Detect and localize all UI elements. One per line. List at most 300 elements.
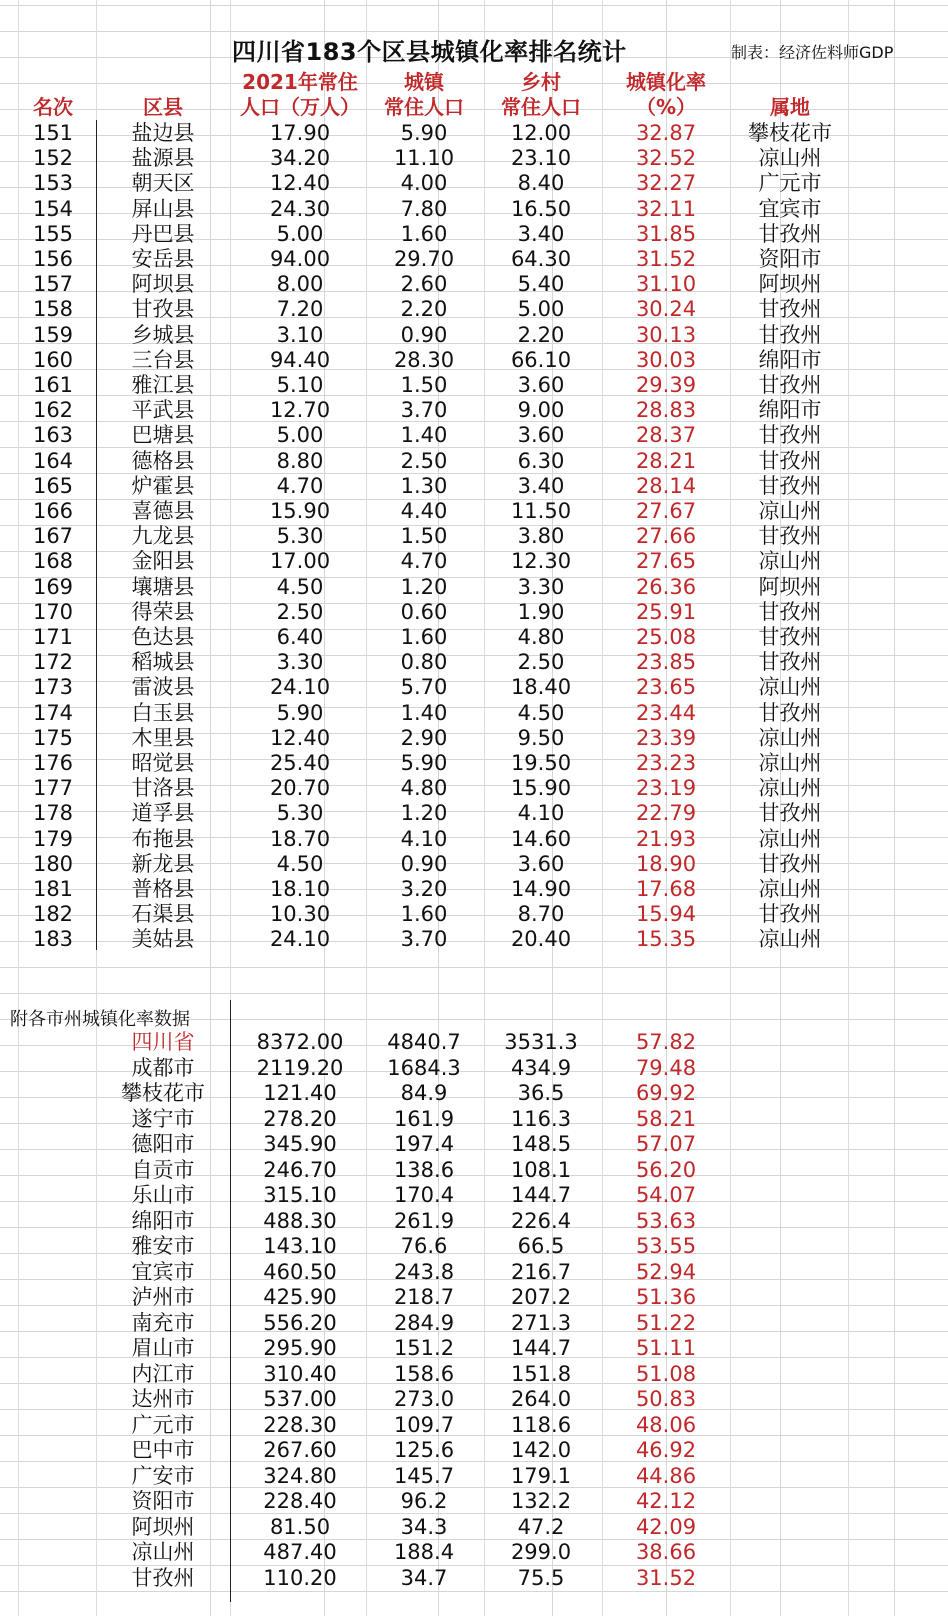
region-cell: 甘孜州 — [758, 524, 822, 549]
city-name-cell: 攀枝花市 — [121, 1081, 205, 1105]
district-cell: 喜德县 — [131, 499, 195, 523]
table-row — [0, 1233, 948, 1259]
urban-population-cell: 158.6 — [393, 1361, 455, 1386]
rank-cell: 172 — [32, 650, 74, 675]
urbanization-rate-cell: 30.24 — [635, 297, 697, 322]
rank-cell: 157 — [32, 272, 74, 297]
rural-population-cell: 66.10 — [510, 347, 572, 372]
population-cell: 12.40 — [269, 171, 331, 196]
urban-population-cell: 1.20 — [400, 574, 448, 599]
rank-cell: 160 — [32, 347, 74, 372]
region-cell: 甘孜州 — [758, 448, 822, 473]
table-row — [0, 145, 948, 171]
region-cell: 凉山州 — [758, 725, 822, 750]
region-cell: 凉山州 — [758, 776, 822, 801]
population-cell: 295.90 — [263, 1336, 337, 1360]
urbanization-rate-cell: 15.94 — [635, 902, 697, 927]
table-row — [0, 574, 948, 600]
rural-population-cell: 179.1 — [510, 1463, 572, 1488]
rural-population-cell: 434.9 — [510, 1055, 572, 1080]
table-row — [0, 221, 948, 247]
rank-cell: 175 — [32, 725, 74, 750]
urban-population-cell: 0.90 — [400, 851, 448, 876]
region-cell: 凉山州 — [758, 927, 822, 952]
rural-population-cell: 116.3 — [510, 1106, 572, 1131]
city-name-cell: 南充市 — [131, 1310, 195, 1335]
urban-population-cell: 1.60 — [400, 902, 448, 927]
table-row — [0, 473, 948, 499]
urbanization-rate-cell: 31.52 — [635, 1565, 697, 1590]
population-cell: 3.30 — [276, 650, 324, 675]
rank-cell: 178 — [32, 801, 74, 826]
population-cell: 24.10 — [269, 675, 331, 700]
table-row — [0, 725, 948, 751]
population-cell: 94.00 — [269, 247, 331, 271]
urbanization-rate-cell: 25.91 — [635, 599, 697, 624]
urban-population-cell: 1.40 — [400, 700, 448, 725]
urbanization-rate-cell: 28.21 — [635, 448, 697, 473]
urban-population-cell: 109.7 — [393, 1412, 455, 1437]
rural-population-cell: 18.40 — [510, 675, 572, 700]
table-row — [0, 1080, 948, 1106]
region-cell: 凉山州 — [758, 146, 822, 171]
rural-population-cell: 36.5 — [517, 1081, 565, 1105]
rural-population-cell: 3.40 — [517, 221, 565, 246]
population-cell: 7.20 — [276, 297, 324, 322]
rural-population-cell: 1.90 — [517, 599, 565, 624]
rural-population-cell: 148.5 — [510, 1132, 572, 1156]
population-cell: 34.20 — [269, 146, 331, 171]
table-row — [0, 599, 948, 625]
rural-population-cell: 15.90 — [510, 776, 572, 801]
urban-population-cell: 2.60 — [400, 272, 448, 297]
header-population-line2: 人口（万人） — [240, 95, 360, 119]
district-cell: 巴塘县 — [131, 423, 195, 448]
urbanization-rate-cell: 52.94 — [635, 1259, 697, 1284]
table-row — [0, 926, 948, 952]
district-cell: 普格县 — [131, 877, 195, 901]
population-cell: 24.30 — [269, 196, 331, 221]
urban-population-cell: 4.10 — [400, 826, 448, 851]
rank-cell: 176 — [32, 751, 74, 775]
table-row — [0, 1437, 948, 1463]
population-cell: 12.40 — [269, 725, 331, 750]
urban-population-cell: 284.9 — [393, 1310, 455, 1335]
region-cell: 甘孜州 — [758, 322, 822, 347]
population-cell: 228.40 — [263, 1489, 337, 1513]
table-row — [0, 397, 948, 423]
urbanization-rate-cell: 23.65 — [635, 675, 697, 700]
table-row — [0, 1055, 948, 1081]
district-cell: 新龙县 — [131, 851, 195, 876]
population-cell: 246.70 — [263, 1157, 337, 1182]
city-name-cell: 雅安市 — [131, 1234, 195, 1258]
rural-population-cell: 299.0 — [510, 1540, 572, 1564]
district-cell: 雅江县 — [131, 373, 195, 397]
urban-population-cell: 188.4 — [393, 1540, 455, 1564]
population-cell: 18.70 — [269, 826, 331, 851]
urban-population-cell: 0.90 — [400, 322, 448, 347]
urbanization-rate-cell: 51.08 — [635, 1361, 697, 1386]
rural-population-cell: 3531.3 — [504, 1030, 578, 1054]
urbanization-rate-cell: 32.52 — [635, 146, 697, 171]
header-rate-line2: （%） — [635, 95, 697, 119]
city-name-cell: 绵阳市 — [131, 1208, 195, 1233]
rank-cell: 177 — [32, 776, 74, 801]
rank-cell: 165 — [32, 473, 74, 498]
urban-population-cell: 170.4 — [393, 1183, 455, 1207]
district-cell: 屏山县 — [131, 196, 195, 221]
table-row — [0, 1310, 948, 1336]
rural-population-cell: 19.50 — [510, 751, 572, 775]
city-name-cell: 自贡市 — [131, 1157, 195, 1182]
city-name-cell: 阿坝州 — [131, 1514, 195, 1539]
page-title: 四川省183个区县城镇化率排名统计 — [232, 38, 627, 66]
urbanization-rate-cell: 29.39 — [635, 373, 697, 397]
population-cell: 18.10 — [269, 877, 331, 901]
table-row — [0, 876, 948, 902]
rural-population-cell: 23.10 — [510, 146, 572, 171]
rural-population-cell: 8.40 — [517, 171, 565, 196]
population-cell: 537.00 — [263, 1387, 337, 1411]
table-row — [0, 120, 948, 146]
region-cell: 攀枝花市 — [748, 121, 832, 145]
population-cell: 5.10 — [276, 373, 324, 397]
table-row — [0, 1106, 948, 1132]
population-cell: 5.90 — [276, 700, 324, 725]
table-row — [0, 1386, 948, 1412]
rural-population-cell: 14.60 — [510, 826, 572, 851]
urban-population-cell: 4840.7 — [387, 1030, 461, 1054]
table-row — [0, 322, 948, 348]
table-row — [0, 523, 948, 549]
urban-population-cell: 4.80 — [400, 776, 448, 801]
population-cell: 2119.20 — [256, 1055, 344, 1080]
rank-cell: 163 — [32, 423, 74, 448]
table-row — [0, 1029, 948, 1055]
city-name-cell: 遂宁市 — [131, 1106, 195, 1131]
region-cell: 阿坝州 — [758, 272, 822, 297]
section-label: 附各市州城镇化率数据 — [10, 1009, 190, 1030]
population-cell: 4.50 — [276, 851, 324, 876]
table-row — [0, 1208, 948, 1234]
urban-population-cell: 3.70 — [400, 927, 448, 952]
rural-population-cell: 2.20 — [517, 322, 565, 347]
urban-population-cell: 2.20 — [400, 297, 448, 322]
population-cell: 2.50 — [276, 599, 324, 624]
urbanization-rate-cell: 23.39 — [635, 725, 697, 750]
table-row — [0, 1412, 948, 1438]
rural-population-cell: 9.00 — [517, 398, 565, 423]
urbanization-rate-cell: 28.83 — [635, 398, 697, 423]
population-cell: 267.60 — [263, 1438, 337, 1462]
rural-population-cell: 142.0 — [510, 1438, 572, 1462]
urban-population-cell: 4.70 — [400, 549, 448, 574]
table-row — [0, 851, 948, 877]
population-cell: 310.40 — [263, 1361, 337, 1386]
region-cell: 甘孜州 — [758, 902, 822, 927]
city-name-cell: 成都市 — [131, 1055, 195, 1080]
population-cell: 10.30 — [269, 902, 331, 927]
urbanization-rate-cell: 38.66 — [635, 1540, 697, 1564]
rank-cell: 155 — [32, 221, 74, 246]
table-row — [0, 1539, 948, 1565]
rural-population-cell: 2.50 — [517, 650, 565, 675]
urbanization-rate-cell: 32.27 — [635, 171, 697, 196]
region-cell: 资阳市 — [758, 247, 822, 271]
population-cell: 8.80 — [276, 448, 324, 473]
rank-cell: 161 — [32, 373, 74, 397]
population-cell: 20.70 — [269, 776, 331, 801]
table-row — [0, 1463, 948, 1489]
rural-population-cell: 9.50 — [517, 725, 565, 750]
urbanization-rate-cell: 58.21 — [635, 1106, 697, 1131]
rural-population-cell: 64.30 — [510, 247, 572, 271]
rank-cell: 153 — [32, 171, 74, 196]
population-cell: 425.90 — [263, 1285, 337, 1309]
table-row — [0, 170, 948, 196]
table-row — [0, 548, 948, 574]
district-cell: 炉霍县 — [131, 473, 195, 498]
population-cell: 4.70 — [276, 473, 324, 498]
urban-population-cell: 1.50 — [400, 524, 448, 549]
population-cell: 17.00 — [269, 549, 331, 574]
table-row — [0, 1131, 948, 1157]
region-cell: 凉山州 — [758, 826, 822, 851]
urbanization-rate-cell: 23.19 — [635, 776, 697, 801]
urbanization-rate-cell: 30.03 — [635, 347, 697, 372]
region-cell: 甘孜州 — [758, 625, 822, 649]
population-cell: 8372.00 — [256, 1030, 344, 1054]
urban-population-cell: 243.8 — [393, 1259, 455, 1284]
rank-cell: 182 — [32, 902, 74, 927]
urbanization-rate-cell: 18.90 — [635, 851, 697, 876]
rank-cell: 166 — [32, 499, 74, 523]
district-cell: 石渠县 — [131, 902, 195, 927]
urban-population-cell: 1.40 — [400, 423, 448, 448]
rank-cell: 158 — [32, 297, 74, 322]
region-cell: 甘孜州 — [758, 423, 822, 448]
district-cell: 盐边县 — [131, 121, 195, 145]
table-row — [0, 372, 948, 398]
population-cell: 324.80 — [263, 1463, 337, 1488]
header-population-line1: 2021年常住 — [242, 70, 358, 94]
region-cell: 凉山州 — [758, 675, 822, 700]
urban-population-cell: 161.9 — [393, 1106, 455, 1131]
table-row — [0, 1284, 948, 1310]
district-cell: 乡城县 — [131, 322, 195, 347]
urban-population-cell: 145.7 — [393, 1463, 455, 1488]
population-cell: 17.90 — [269, 121, 331, 145]
rank-cell: 173 — [32, 675, 74, 700]
rural-population-cell: 5.40 — [517, 272, 565, 297]
urban-population-cell: 4.00 — [400, 171, 448, 196]
urban-population-cell: 2.90 — [400, 725, 448, 750]
rural-population-cell: 20.40 — [510, 927, 572, 952]
urbanization-rate-cell: 32.87 — [635, 121, 697, 145]
rural-population-cell: 3.60 — [517, 423, 565, 448]
urban-population-cell: 96.2 — [400, 1489, 448, 1513]
rural-population-cell: 3.40 — [517, 473, 565, 498]
urbanization-rate-cell: 42.12 — [635, 1489, 697, 1513]
urban-population-cell: 1.50 — [400, 373, 448, 397]
rural-population-cell: 3.60 — [517, 373, 565, 397]
table-row — [0, 750, 948, 776]
urban-population-cell: 1.30 — [400, 473, 448, 498]
table-row — [0, 347, 948, 373]
table-row — [0, 196, 948, 222]
rural-population-cell: 6.30 — [517, 448, 565, 473]
district-cell: 白玉县 — [131, 700, 195, 725]
urban-population-cell: 3.20 — [400, 877, 448, 901]
population-cell: 5.00 — [276, 423, 324, 448]
urbanization-rate-cell: 50.83 — [635, 1387, 697, 1411]
rank-cell: 167 — [32, 524, 74, 549]
urbanization-rate-cell: 57.82 — [635, 1030, 697, 1054]
rural-population-cell: 3.80 — [517, 524, 565, 549]
rural-population-cell: 8.70 — [517, 902, 565, 927]
urban-population-cell: 1.20 — [400, 801, 448, 826]
table-row — [0, 1335, 948, 1361]
urbanization-rate-cell: 31.52 — [635, 247, 697, 271]
urbanization-rate-cell: 42.09 — [635, 1514, 697, 1539]
header-urban-line2: 常住人口 — [384, 95, 464, 119]
table-row — [0, 246, 948, 272]
rural-population-cell: 16.50 — [510, 196, 572, 221]
region-cell: 绵阳市 — [758, 398, 822, 423]
rural-population-cell: 151.8 — [510, 1361, 572, 1386]
rural-population-cell: 118.6 — [510, 1412, 572, 1437]
city-name-cell: 泸州市 — [131, 1285, 195, 1309]
urban-population-cell: 0.80 — [400, 650, 448, 675]
rural-population-cell: 12.30 — [510, 549, 572, 574]
rank-cell: 179 — [32, 826, 74, 851]
district-cell: 美姑县 — [131, 927, 195, 952]
city-name-cell: 乐山市 — [131, 1183, 195, 1207]
city-name-cell: 凉山州 — [131, 1540, 195, 1564]
urbanization-rate-cell: 56.20 — [635, 1157, 697, 1182]
district-cell: 德格县 — [131, 448, 195, 473]
urban-population-cell: 1684.3 — [387, 1055, 461, 1080]
rank-cell: 170 — [32, 599, 74, 624]
population-cell: 228.30 — [263, 1412, 337, 1437]
rank-cell: 159 — [32, 322, 74, 347]
region-cell: 广元市 — [758, 171, 822, 196]
urbanization-rate-cell: 26.36 — [635, 574, 697, 599]
district-cell: 甘洛县 — [131, 776, 195, 801]
rural-population-cell: 4.50 — [517, 700, 565, 725]
district-cell: 昭觉县 — [131, 751, 195, 775]
urban-population-cell: 84.9 — [400, 1081, 448, 1105]
population-cell: 315.10 — [263, 1183, 337, 1207]
city-name-cell: 眉山市 — [131, 1336, 195, 1360]
urbanization-rate-cell: 51.22 — [635, 1310, 697, 1335]
table-row — [0, 826, 948, 852]
population-cell: 556.20 — [263, 1310, 337, 1335]
city-name-cell: 四川省 — [131, 1030, 195, 1054]
urban-population-cell: 138.6 — [393, 1157, 455, 1182]
table-row — [0, 1182, 948, 1208]
header-rate-line1: 城镇化率 — [626, 70, 706, 94]
urban-population-cell: 34.7 — [400, 1565, 448, 1590]
rank-cell: 181 — [32, 877, 74, 901]
region-cell: 甘孜州 — [758, 700, 822, 725]
rural-population-cell: 11.50 — [510, 499, 572, 523]
district-cell: 盐源县 — [131, 146, 195, 171]
rural-population-cell: 12.00 — [510, 121, 572, 145]
header-urban-line1: 城镇 — [404, 70, 444, 94]
urbanization-rate-cell: 22.79 — [635, 801, 697, 826]
rank-cell: 162 — [32, 398, 74, 423]
urbanization-rate-cell: 27.67 — [635, 499, 697, 523]
district-cell: 九龙县 — [131, 524, 195, 549]
urban-population-cell: 261.9 — [393, 1208, 455, 1233]
urbanization-rate-cell: 21.93 — [635, 826, 697, 851]
rural-population-cell: 3.60 — [517, 851, 565, 876]
urban-population-cell: 34.3 — [400, 1514, 448, 1539]
table-row — [0, 674, 948, 700]
rural-population-cell: 66.5 — [517, 1234, 565, 1258]
urbanization-rate-cell: 48.06 — [635, 1412, 697, 1437]
rank-cell: 168 — [32, 549, 74, 574]
urban-population-cell: 197.4 — [393, 1132, 455, 1156]
region-cell: 甘孜州 — [758, 851, 822, 876]
rank-cell: 174 — [32, 700, 74, 725]
rural-population-cell: 4.10 — [517, 801, 565, 826]
city-name-cell: 广安市 — [131, 1463, 195, 1488]
rural-population-cell: 144.7 — [510, 1336, 572, 1360]
rural-population-cell: 3.30 — [517, 574, 565, 599]
urban-population-cell: 125.6 — [393, 1438, 455, 1462]
population-cell: 25.40 — [269, 751, 331, 775]
table-row — [0, 1514, 948, 1540]
population-cell: 24.10 — [269, 927, 331, 952]
urban-population-cell: 11.10 — [393, 146, 455, 171]
district-cell: 道孚县 — [131, 801, 195, 826]
population-cell: 4.50 — [276, 574, 324, 599]
rural-population-cell: 271.3 — [510, 1310, 572, 1335]
urban-population-cell: 5.90 — [400, 751, 448, 775]
urban-population-cell: 0.60 — [400, 599, 448, 624]
district-cell: 阿坝县 — [131, 272, 195, 297]
table-row — [0, 422, 948, 448]
population-cell: 345.90 — [263, 1132, 337, 1156]
city-name-cell: 巴中市 — [131, 1438, 195, 1462]
table-row — [0, 1157, 948, 1183]
table-row — [0, 700, 948, 726]
district-cell: 稻城县 — [131, 650, 195, 675]
population-cell: 81.50 — [269, 1514, 331, 1539]
urbanization-rate-cell: 23.44 — [635, 700, 697, 725]
table-row — [0, 1361, 948, 1387]
table-row — [0, 775, 948, 801]
urban-population-cell: 218.7 — [393, 1285, 455, 1309]
population-cell: 143.10 — [263, 1234, 337, 1258]
table-row — [0, 448, 948, 474]
city-name-cell: 甘孜州 — [131, 1565, 195, 1590]
region-cell: 甘孜州 — [758, 650, 822, 675]
population-cell: 110.20 — [263, 1565, 337, 1590]
rank-cell: 164 — [32, 448, 74, 473]
city-name-cell: 资阳市 — [131, 1489, 195, 1513]
rank-cell: 171 — [32, 625, 74, 649]
urbanization-rate-cell: 30.13 — [635, 322, 697, 347]
urban-population-cell: 29.70 — [393, 247, 455, 271]
urban-population-cell: 4.40 — [400, 499, 448, 523]
rural-population-cell: 132.2 — [510, 1489, 572, 1513]
rural-population-cell: 4.80 — [517, 625, 565, 649]
district-cell: 平武县 — [131, 398, 195, 423]
